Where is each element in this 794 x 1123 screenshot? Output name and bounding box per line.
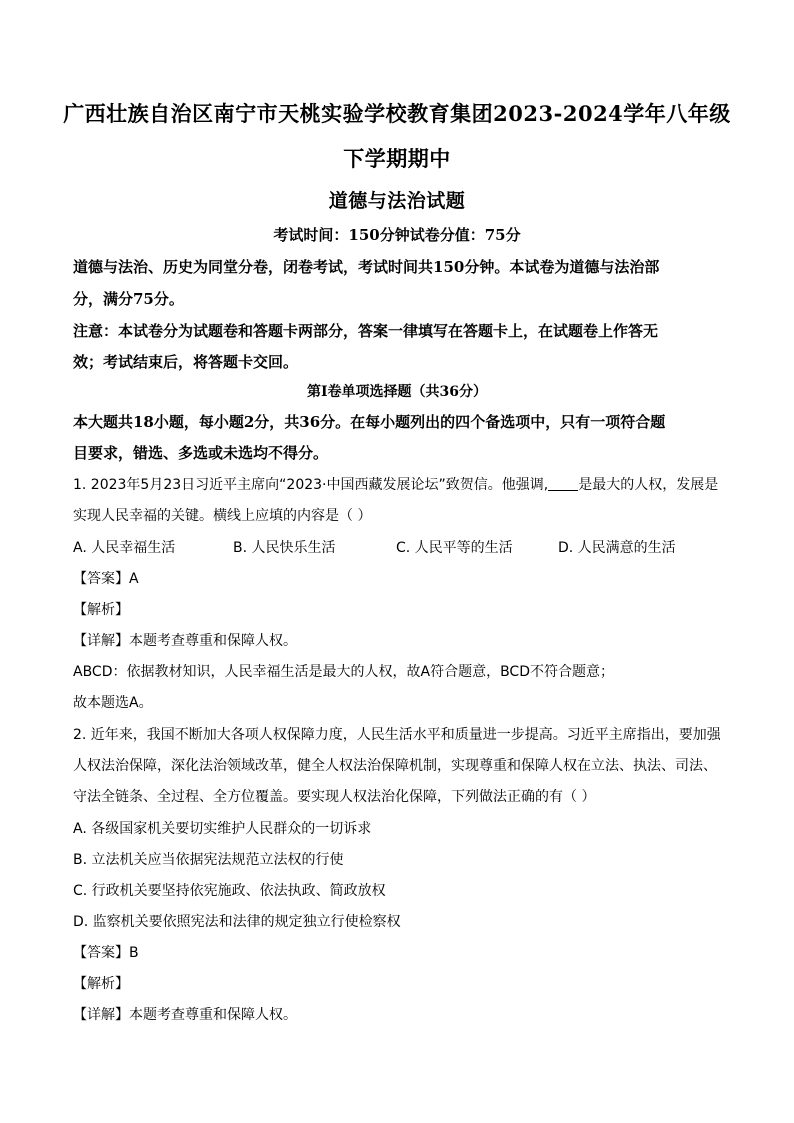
section-desc-line-2: 目要求，错选、多选或未选均不得分。: [73, 444, 329, 462]
subject-title: 道德与法治试题: [328, 190, 466, 212]
q2-option-c: C. 行政机关要坚持依宪施政、依法执政、简政放权: [73, 883, 386, 899]
document-title-continued: 下学期期中: [343, 146, 451, 171]
q2-stem-line-3: 守法全链条、全过程、全方位覆盖。要实现人权法治化保障，下列做法正确的有（ ）: [73, 789, 596, 805]
q1-stem-part-2: 是最大的人权，发展是: [578, 477, 719, 493]
q2-analysis: 【解析】: [73, 976, 129, 992]
q2-stem-line-2: 人权法治保障，深化法治领域改革，健全人权法治保障机制，实现尊重和保障人权在立法、执法、司法、: [73, 758, 717, 774]
q1-option-d: D. 人民满意的生活: [558, 540, 676, 556]
q1-detail: 【详解】本题考查尊重和保障人权。: [73, 633, 297, 649]
note-line-1: 注意：本试卷分为试题卷和答题卡两部分，答案一律填写在答题卡上，在试题卷上作答无: [73, 322, 659, 340]
q1-fill-blank: [548, 476, 578, 491]
q1-option-b: B. 人民快乐生活: [233, 540, 336, 556]
q1-answer: 【答案】A: [73, 571, 139, 587]
q1-option-c: C. 人民平等的生活: [396, 540, 513, 556]
q1-stem-part-1: 1. 2023年5月23日习近平主席向“2023·中国西藏发展论坛”致贺信。他强调,: [73, 477, 549, 493]
intro-line-2: 分，满分75分。: [73, 290, 184, 308]
q1-stem-line-1: [73, 474, 723, 494]
section-desc-line-1: 本大题共18小题，每小题2分，共36分。在每小题列出的四个备选项中，只有一项符合题: [73, 413, 666, 431]
q2-option-d: D. 监察机关要依照宪法和法律的规定独立行使检察权: [73, 914, 401, 930]
document-title: 广西壮族自治区南宁市天桃实验学校教育集团2023-2024学年八年级: [63, 101, 731, 126]
q1-conclusion: 故本题选A。: [73, 695, 153, 711]
q2-answer: 【答案】B: [73, 945, 139, 961]
q1-stem-line-2: 实现人民幸福的关键。横线上应填的内容是（ ）: [73, 508, 372, 524]
q2-option-b: B. 立法机关应当依据宪法规范立法权的行使: [73, 852, 344, 868]
note-line-2: 效；考试结束后，将答题卡交回。: [73, 353, 299, 371]
intro-line-1: 道德与法治、历史为同堂分卷，闭卷考试，考试时间共150分钟。本试卷为道德与法治部: [73, 258, 660, 276]
q2-detail: 【详解】本题考查尊重和保障人权。: [73, 1007, 297, 1023]
exam-info: 考试时间：150分钟试卷分值：75分: [273, 226, 521, 244]
q2-option-a: A. 各级国家机关要切实维护人民群众的一切诉求: [73, 821, 372, 837]
q1-analysis: 【解析】: [73, 602, 129, 618]
q2-stem-line-1: 2. 近年来，我国不断加大各项人权保障力度，人民生活水平和质量进一步提高。习近平主席指出，要加强: [73, 727, 721, 743]
q1-option-a: A. 人民幸福生活: [73, 540, 176, 556]
q1-explain: ABCD：依据教材知识，人民幸福生活是最大的人权，故A符合题意，BCD不符合题意；: [73, 664, 614, 680]
section-title: 第Ⅰ卷单项选择题（共36分）: [306, 384, 488, 400]
